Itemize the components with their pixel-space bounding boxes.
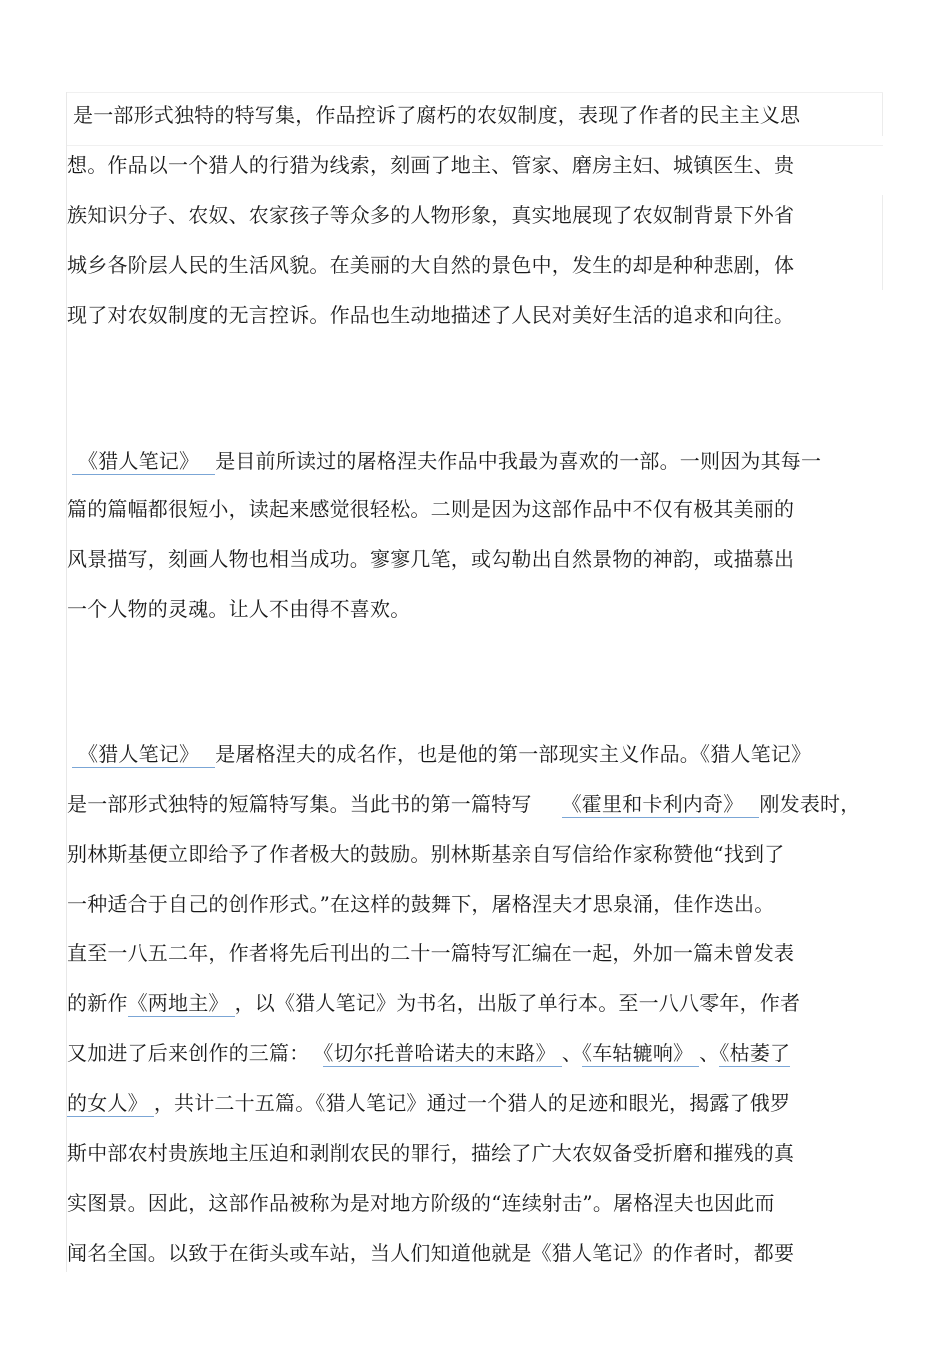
paragraph-2-line-2: 篇的篇幅都很短小，读起来感觉很轻松。二则是因为这部作品中不仅有极其美丽的 bbox=[67, 497, 795, 521]
story-title-link[interactable]: 《霍里和卡利内奇》 bbox=[562, 792, 760, 818]
story-title-link[interactable]: 《枯萎了 bbox=[719, 1041, 791, 1065]
paragraph-1-line-3: 族知识分子、农奴、农家孩子等众多的人物形象，真实地展现了农奴制背景下外省 bbox=[67, 203, 795, 227]
paragraph-3-line-9: 斯中部农村贵族地主压迫和剥削农民的罪行，描绘了广大农奴备受折磨和摧残的真 bbox=[67, 1141, 795, 1165]
paragraph-3-text: 是一部形式独特的短篇特写集。当此书的第一篇特写 bbox=[67, 792, 532, 816]
paragraph-3-line-10: 实图景。因此，这部作品被称为是对地方阶级的“连续射击”。屠格涅夫也因此而 bbox=[67, 1191, 775, 1215]
paragraph-3-line-8 bbox=[67, 1090, 897, 1116]
paragraph-3-text: 刚发表时， bbox=[759, 792, 861, 816]
paragraph-2-text: 是目前所读过的屠格涅夫作品中我最为喜欢的一部。一则因为其每一 bbox=[215, 449, 822, 473]
story-title-link[interactable]: 的女人》 bbox=[67, 1091, 154, 1117]
paragraph-1-line-1: 是一部形式独特的特写集，作品控诉了腐朽的农奴制度，表现了作者的民主主义思 bbox=[73, 103, 801, 127]
paragraph-2-line-4: 一个人物的灵魂。让人不由得不喜欢。 bbox=[67, 597, 411, 621]
paragraph-3-line-7 bbox=[67, 1040, 897, 1066]
book-title-link[interactable]: 《猎人笔记》 bbox=[72, 449, 215, 475]
paragraph-3-text: 的新作 bbox=[67, 991, 128, 1015]
story-title-link[interactable]: 《车轱辘响》 bbox=[582, 1041, 699, 1067]
paragraph-2-line-1 bbox=[72, 448, 902, 474]
paragraph-3-text: 又加进了后来创作的三篇： bbox=[67, 1041, 310, 1065]
paragraph-3-line-4: 一种适合于自己的创作形式。”在这样的鼓舞下，屠格涅夫才思泉涌，佳作迭出。 bbox=[67, 892, 775, 916]
page-frame-rule bbox=[67, 145, 883, 146]
paragraph-3-line-6 bbox=[67, 990, 897, 1016]
separator: 、 bbox=[561, 1041, 583, 1065]
paragraph-2-line-3: 风景描写，刻画人物也相当成功。寥寥几笔，或勾勒出自然景物的神韵，或描慕出 bbox=[67, 547, 795, 571]
paragraph-3-line-5: 直至一八五二年，作者将先后刊出的二十一篇特写汇编在一起，外加一篇未曾发表 bbox=[67, 941, 795, 965]
paragraph-3-line-1 bbox=[72, 741, 902, 767]
story-title-link[interactable]: 《两地主》 bbox=[128, 991, 235, 1017]
paragraph-1-line-2: 想。作品以一个猎人的行猎为线索，刻画了地主、管家、磨房主妇、城镇医生、贵 bbox=[67, 153, 795, 177]
paragraph-3-line-2 bbox=[67, 791, 897, 817]
paragraph-3-text: 是屠格涅夫的成名作，也是他的第一部现实主义作品。《猎人笔记》 bbox=[215, 742, 812, 766]
paragraph-1-line-4: 城乡各阶层人民的生活风貌。在美丽的大自然的景色中，发生的却是种种悲剧，体 bbox=[67, 253, 795, 277]
story-title-link[interactable]: 《切尔托普哈诺夫的末路》 bbox=[323, 1041, 561, 1067]
paragraph-3-line-3: 别林斯基便立即给予了作者极大的鼓励。别林斯基亲自写信给作家称赞他“找到了 bbox=[67, 842, 785, 866]
paragraph-3-text: ，以《猎人笔记》为书名，出版了单行本。至一八八零年，作者 bbox=[234, 991, 801, 1015]
page-frame-top bbox=[67, 92, 883, 93]
paragraph-3-line-11: 闻名全国。以致于在街头或车站，当人们知道他就是《猎人笔记》的作者时，都要 bbox=[67, 1241, 795, 1265]
separator: 、 bbox=[699, 1041, 720, 1065]
paragraph-1-line-5: 现了对农奴制度的无言控诉。作品也生动地描述了人民对美好生活的追求和向往。 bbox=[67, 303, 795, 327]
paragraph-3-text: ，共计二十五篇。《猎人笔记》通过一个猎人的足迹和眼光，揭露了俄罗 bbox=[153, 1091, 791, 1115]
book-title-link[interactable]: 《猎人笔记》 bbox=[72, 742, 215, 768]
